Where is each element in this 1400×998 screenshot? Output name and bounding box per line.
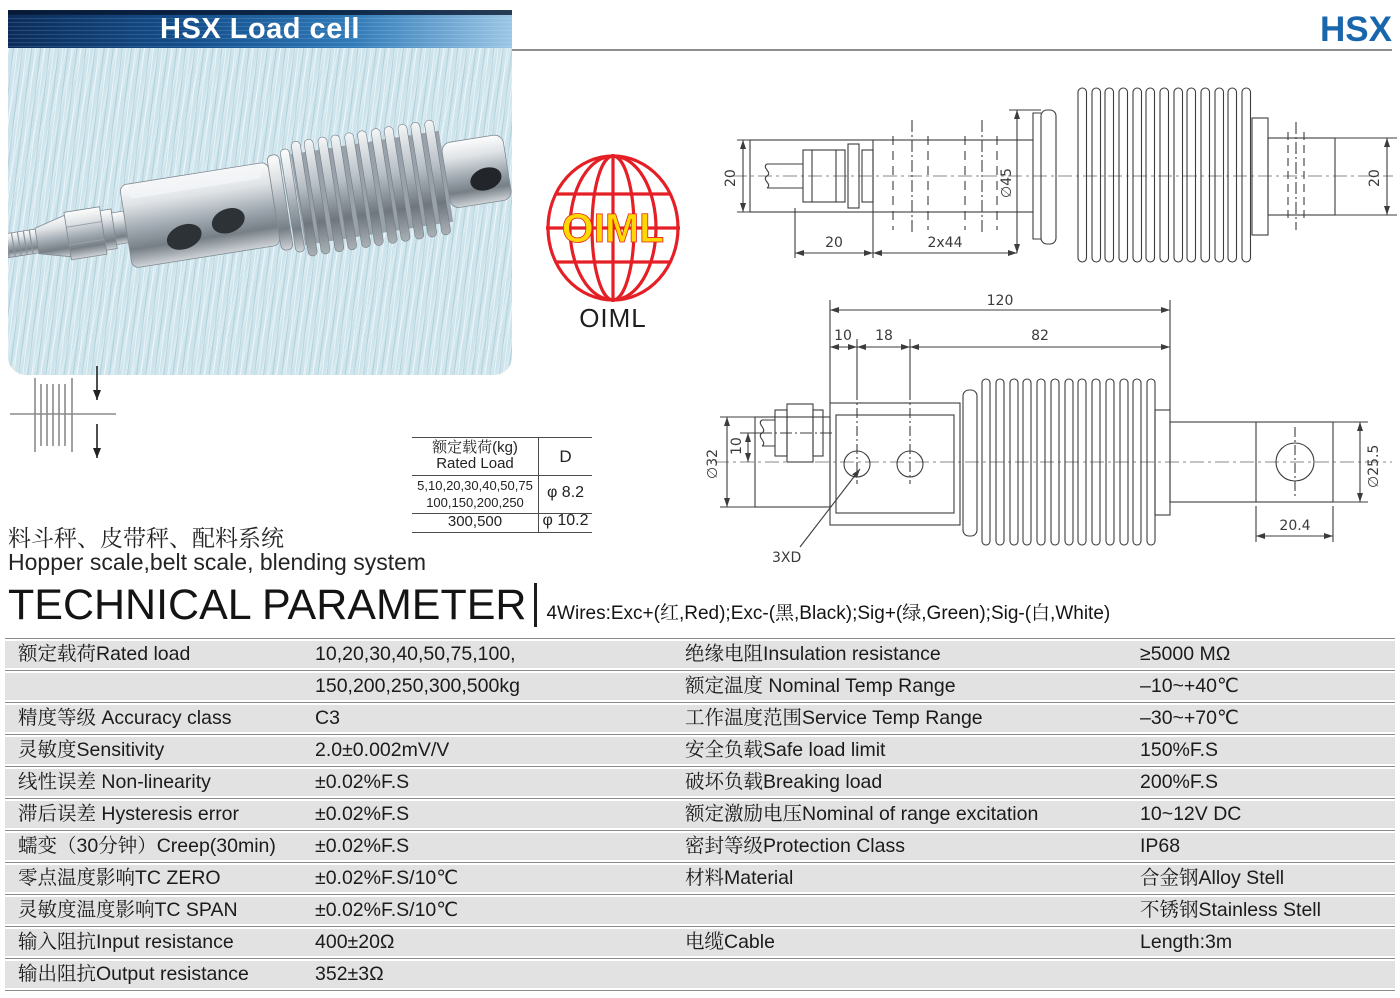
- page-title: HSX Load cell: [160, 13, 360, 45]
- flange: [1041, 110, 1056, 244]
- section-title: TECHNICAL PARAMETER: [8, 581, 527, 629]
- wiring-note: 4Wires:Exc+(红,Red);Exc-(黑,Black);Sig+(绿,Green);Sig-(白,White): [546, 603, 1111, 624]
- table-row: 额定载荷Rated load 10,20,30,40,50,75,100, 绝缘电阻Insulation resistance ≥5000 MΩ: [5, 641, 1395, 668]
- section-heading: [8, 581, 1110, 629]
- table-row: 精度等级 Accuracy class C3 工作温度范围Service Temp Range –30~+70℃: [5, 705, 1395, 732]
- parameter-table: [5, 636, 1395, 993]
- header-rule: [512, 49, 1392, 51]
- drawing-side-view: [715, 58, 1400, 303]
- dim-dia-32: ∅32: [705, 448, 721, 479]
- dim-end-204: 20.4: [1279, 518, 1311, 534]
- table-row: 零点温度影响TC ZERO ±0.02%F.S/10℃ 材料Material 合金钢Alloy Stell: [5, 865, 1395, 892]
- oiml-globe-icon: [540, 152, 686, 304]
- load-cell-photo-illustration: [8, 48, 512, 375]
- mini-header-d: D: [559, 447, 572, 466]
- dim-seg-82: 82: [1031, 328, 1049, 344]
- cable: [8, 260, 9, 375]
- table-row: 灵敏度温度影响TC SPAN ±0.02%F.S/10℃ 不锈钢Stainless Stell: [5, 897, 1395, 924]
- mini-row2-loads: 300,500: [447, 513, 503, 530]
- table-row: 输出阻抗Output resistance 352±3Ω: [5, 961, 1395, 988]
- bellows: [1078, 88, 1251, 262]
- dim-seg-10: 10: [834, 328, 852, 344]
- dim-left-height: 20: [723, 169, 739, 187]
- drawing-plan-view: [700, 292, 1400, 592]
- table-row: 灵敏度Sensitivity 2.0±0.002mV/V 安全负载Safe load limit 150%F.S: [5, 737, 1395, 764]
- dim-seg-20: 20: [825, 235, 843, 251]
- table-row: 输入阻抗Input resistance 400±20Ω 电缆Cable Length:3m: [5, 929, 1395, 956]
- flange: [963, 390, 977, 536]
- table-row: 蠕变（30分钟）Creep(30min) ±0.02%F.S 密封等级Protection Class IP68: [5, 833, 1395, 860]
- product-photo: [8, 48, 512, 375]
- dim-diameter-45: ∅45: [999, 167, 1015, 198]
- dim-seg-18: 18: [875, 328, 893, 344]
- dim-right-height: 20: [1367, 169, 1383, 187]
- brand-logo-text: HSX: [1320, 10, 1392, 49]
- end-boss: [441, 134, 512, 209]
- bellows-fins: [291, 120, 451, 257]
- load-direction-sketch: [8, 362, 238, 472]
- oiml-caption: OIML: [579, 303, 647, 333]
- header-banner: [8, 10, 512, 49]
- dim-overall-120: 120: [986, 293, 1014, 309]
- applications-chinese: 料斗秤、皮带秤、配料系统: [8, 525, 284, 551]
- heading-divider: [534, 583, 537, 627]
- dim-dia-255: ∅25.5: [1366, 444, 1382, 488]
- dim-seg-2x44: 2x44: [927, 235, 963, 251]
- applications-english: Hopper scale,belt scale, blending system: [8, 549, 427, 575]
- dim-holes-3xd: 3XD: [772, 550, 802, 566]
- table-row: 滞后误差 Hysteresis error ±0.02%F.S 额定激励电压Nominal of range excitation 10~12V DC: [5, 801, 1395, 828]
- mini-row1-d: φ 8.2: [546, 484, 585, 501]
- oiml-globe-label: OIML: [561, 205, 665, 251]
- table-row: 线性误差 Non-linearity ±0.02%F.S 破坏负载Breaking load 200%F.S: [5, 769, 1395, 796]
- mini-row1-loads: 5,10,20,30,40,50,75 100,150,200,250: [417, 478, 533, 510]
- table-row: 150,200,250,300,500kg 额定温度 Nominal Temp Range –10~+40℃: [5, 673, 1395, 700]
- body-outline: [830, 403, 960, 525]
- rated-load-mini-table: [412, 437, 592, 533]
- mini-header-load: 额定载荷(kg) Rated Load: [432, 439, 518, 472]
- dim-offset-10: 10: [729, 437, 745, 455]
- mini-row2-d: φ 10.2: [542, 512, 589, 529]
